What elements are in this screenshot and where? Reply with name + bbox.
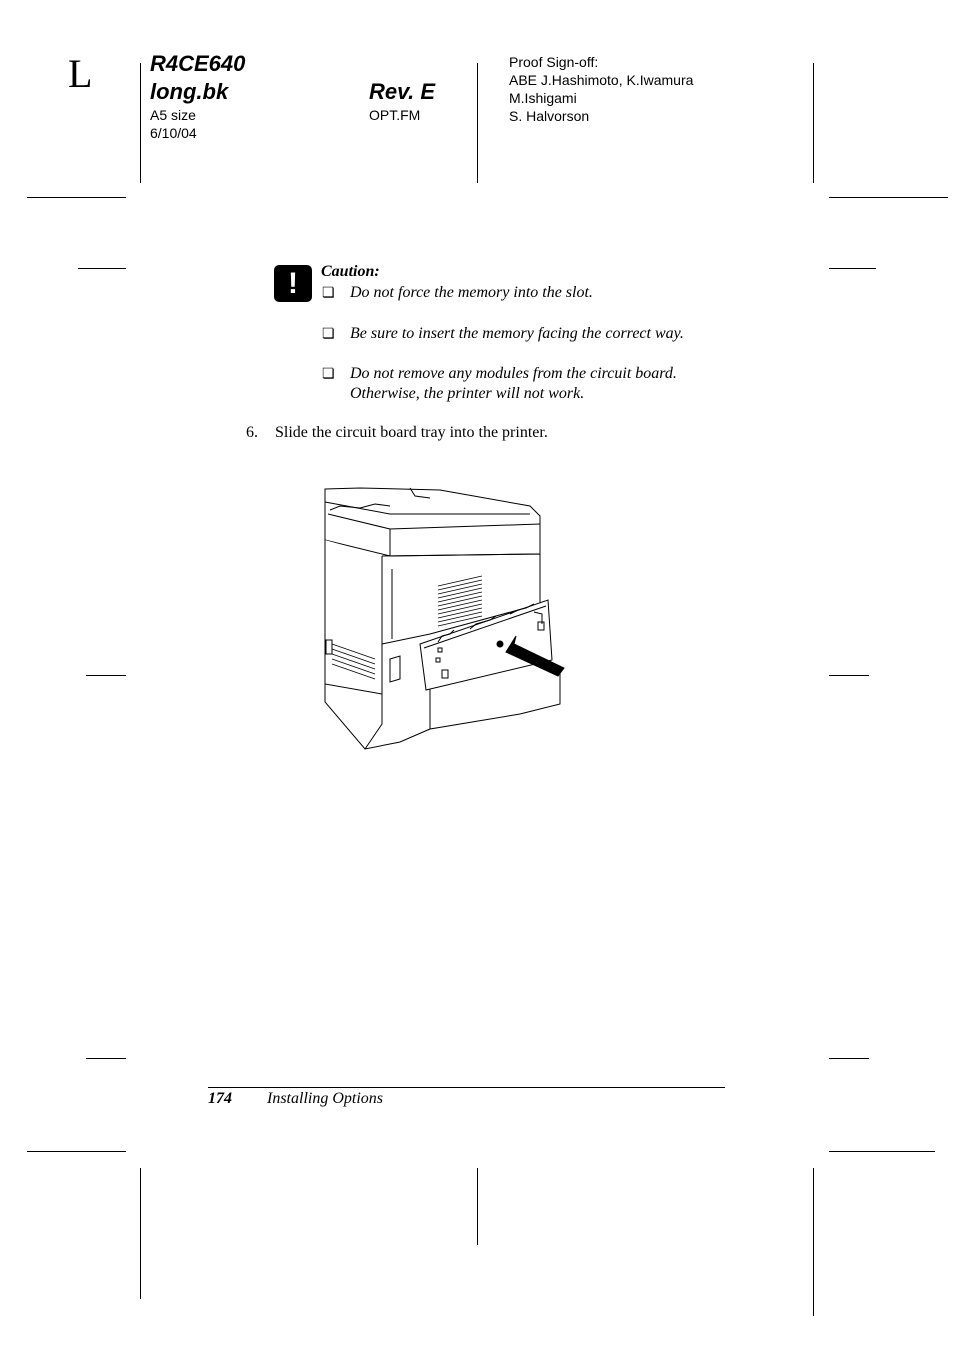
crop-line bbox=[27, 197, 126, 198]
crop-line bbox=[829, 197, 948, 198]
crop-line bbox=[140, 1168, 141, 1299]
crop-line bbox=[813, 1168, 814, 1316]
file-name: OPT.FM bbox=[369, 107, 421, 123]
printer-illustration bbox=[320, 484, 580, 754]
header-right bbox=[509, 53, 693, 125]
section-title: Installing Options bbox=[267, 1090, 384, 1107]
crop-line bbox=[829, 268, 876, 269]
bullet-icon: ❏ bbox=[322, 367, 335, 382]
header-date: 6/10/04 bbox=[150, 125, 197, 141]
crop-line bbox=[86, 675, 126, 676]
crop-line bbox=[27, 1151, 126, 1152]
step-text: Slide the circuit board tray into the printer. bbox=[275, 424, 548, 441]
step-number: 6. bbox=[246, 424, 258, 441]
crop-line bbox=[78, 268, 126, 269]
proof-label: Proof Sign-off: bbox=[509, 54, 599, 70]
crop-line bbox=[86, 1058, 126, 1059]
crop-line bbox=[829, 1151, 935, 1152]
book-name: long.bk bbox=[150, 79, 229, 104]
bullet-icon: ❏ bbox=[322, 327, 335, 342]
crop-line bbox=[829, 675, 869, 676]
caution-item: Do not remove any modules from the circuit board. Otherwise, the printer will not work. bbox=[350, 365, 677, 402]
proof-line: M.Ishigami bbox=[509, 90, 577, 106]
caution-icon: ! bbox=[274, 265, 312, 302]
caution-item: Be sure to insert the memory facing the correct way. bbox=[350, 325, 684, 342]
caution-item: Do not force the memory into the slot. bbox=[350, 284, 593, 301]
header-left bbox=[150, 50, 245, 142]
caution-title: Caution: bbox=[321, 263, 380, 280]
crop-line bbox=[477, 1168, 478, 1245]
page-side-marker: L bbox=[68, 51, 93, 96]
crop-line bbox=[477, 63, 478, 183]
revision: Rev. E bbox=[369, 79, 436, 104]
bullet-icon: ❏ bbox=[322, 286, 335, 301]
crop-line bbox=[829, 1058, 869, 1059]
header-mid bbox=[369, 78, 435, 124]
paper-size: A5 size bbox=[150, 107, 196, 123]
footer-rule bbox=[208, 1087, 725, 1088]
crop-line bbox=[140, 63, 141, 183]
proof-line: S. Halvorson bbox=[509, 108, 590, 124]
page-number: 174 bbox=[208, 1090, 232, 1107]
doc-id: R4CE640 bbox=[150, 51, 246, 76]
proof-line: ABE J.Hashimoto, K.Iwamura bbox=[509, 72, 694, 88]
crop-line bbox=[813, 63, 814, 183]
